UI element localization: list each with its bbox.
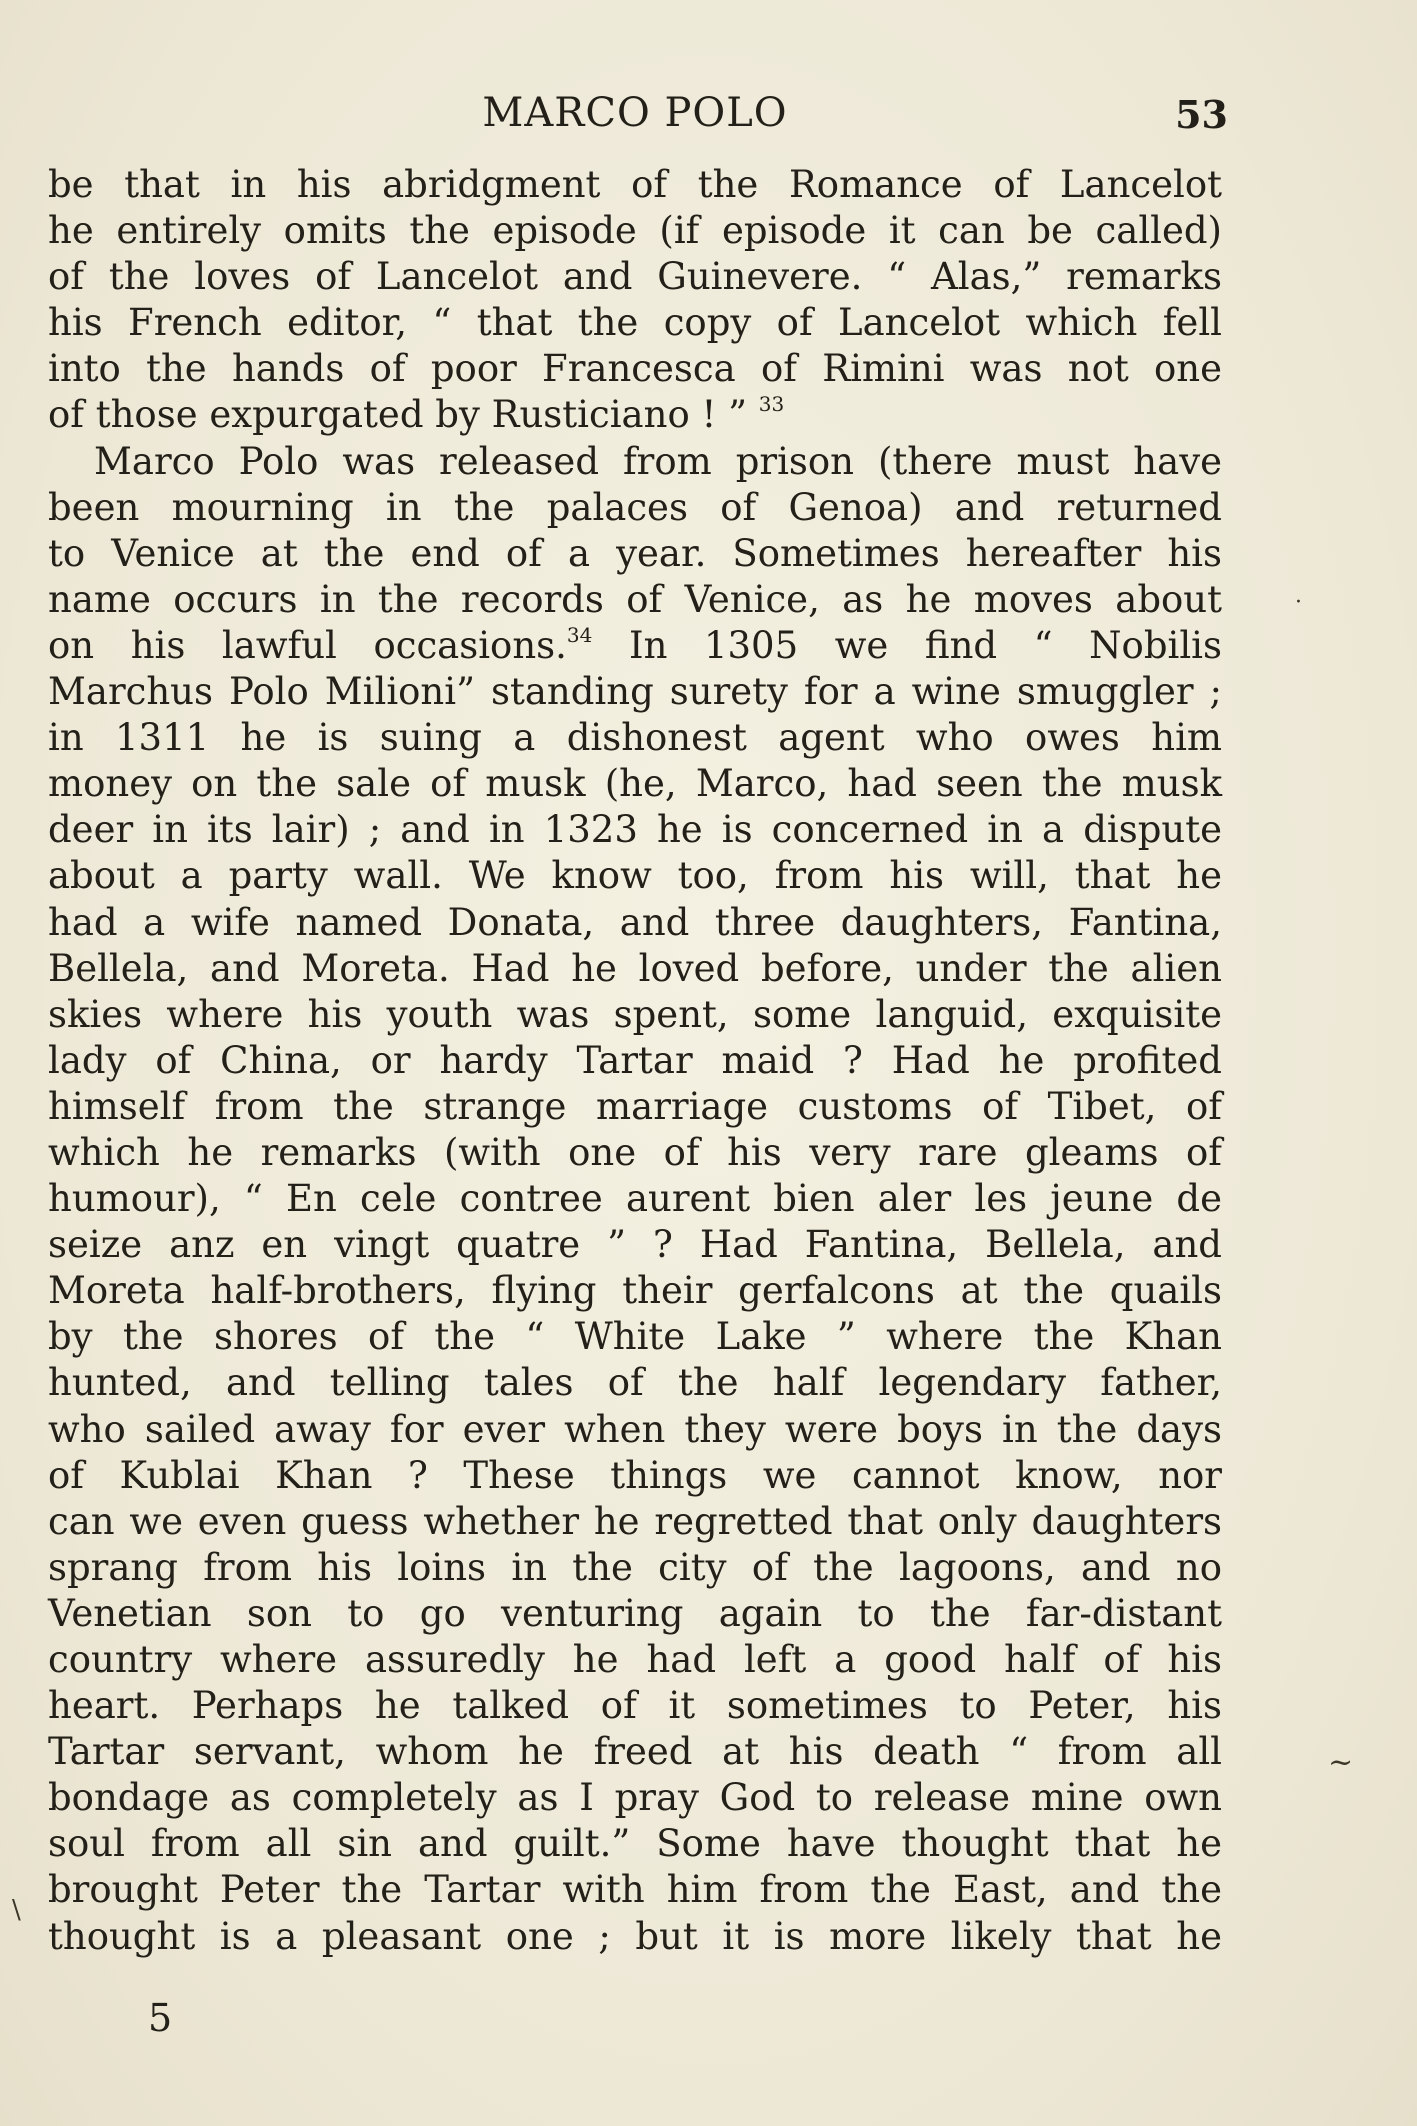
text-line: in 1311 he is suing a dishonest agent who owes him [48, 716, 1222, 760]
text-line: of the loves of Lancelot and Guinevere. “ Alas,” remarks [48, 255, 1222, 299]
margin-tick-mark: \ [12, 1895, 21, 1925]
text-line: been mourning in the palaces of Genoa) and returned [48, 485, 1222, 529]
text-line: Marchus Polo Milioni” standing surety for a wine smuggler ; [48, 670, 1222, 714]
text-line: soul from all sin and guilt.” Some have thought that he [48, 1822, 1222, 1866]
text-line: himself from the strange marriage customs of Tibet, of [48, 1084, 1222, 1128]
text-line-content: on his lawful occasions. [48, 623, 567, 667]
text-line: to Venice at the end of a year. Sometimes hereafter his [48, 531, 1222, 575]
text-line: sprang from his loins in the city of the lagoons, and no [48, 1545, 1222, 1589]
text-line: money on the sale of musk (he, Marco, had seen the musk [48, 762, 1222, 806]
body-text [48, 162, 1222, 1960]
text-line: humour), “ En cele contree aurent bien aler les jeune de [48, 1177, 1222, 1221]
text-line: name occurs in the records of Venice, as he moves about [48, 577, 1222, 621]
margin-dot-mark: · [1295, 590, 1302, 615]
text-line: which he remarks (with one of his very rare gleams of [48, 1130, 1222, 1174]
text-line: country where assuredly he had left a good half of his [48, 1638, 1222, 1681]
text-line: into the hands of poor Francesca of Rimini was not one [48, 347, 1222, 391]
text-line: hunted, and telling tales of the half legendary father, [48, 1361, 1222, 1405]
text-line: who sailed away for ever when they were boys in the days [48, 1407, 1222, 1451]
text-line: Moreta half-brothers, flying their gerfalcons at the quails [48, 1269, 1222, 1313]
text-line [48, 392, 1222, 438]
margin-dash-mark: ~ [1328, 1745, 1354, 1780]
signature-mark: 5 [148, 1996, 173, 2040]
page-number: 53 [1175, 92, 1228, 137]
text-line: Venetian son to go venturing again to the far-distant [48, 1591, 1222, 1635]
text-line: Tartar servant, whom he freed at his death “ from all [48, 1730, 1222, 1774]
text-line: heart. Perhaps he talked of it sometimes to Peter, his [48, 1684, 1222, 1728]
text-line-content: of those expurgated by Rusticiano ! ” [48, 393, 748, 437]
text-line: by the shores of the “ White Lake ” where the Khan [48, 1315, 1222, 1359]
text-line: Bellela, and Moreta. Had he loved before, under the alien [48, 946, 1222, 990]
text-line-tail: In 1305 we find “ Nobilis [592, 623, 1222, 667]
running-title: MARCO POLO [482, 90, 788, 136]
text-line: had a wife named Donata, and three daughters, Fantina, [48, 900, 1222, 944]
text-line: about a party wall. We know too, from his will, that he [48, 854, 1222, 898]
text-line: thought is a pleasant one ; but it is more likely that he [48, 1914, 1222, 1958]
text-line: seize anz en vingt quatre ” ? Had Fantina, Bellela, and [48, 1223, 1222, 1267]
text-line: brought Peter the Tartar with him from the East, and the [48, 1868, 1222, 1912]
footnote-ref: 34 [566, 622, 593, 647]
text-line: Marco Polo was released from prison (there must have [94, 439, 1222, 483]
text-line: he entirely omits the episode (if episode it can be called) [48, 209, 1222, 253]
text-line: his French editor, “ that the copy of Lancelot which fell [48, 301, 1222, 345]
text-line: skies where his youth was spent, some languid, exquisite [48, 992, 1222, 1036]
text-line: deer in its lair) ; and in 1323 he is concerned in a dispute [48, 808, 1222, 852]
text-line: of Kublai Khan ? These things we cannot know, nor [48, 1453, 1222, 1497]
footnote-ref: 33 [758, 392, 785, 417]
text-line: bondage as completely as I pray God to release mine own [48, 1776, 1222, 1820]
text-line: lady of China, or hardy Tartar maid ? Had he profited [48, 1038, 1222, 1082]
running-header [48, 88, 1228, 138]
text-line: be that in his abridgment of the Romance of Lancelot [48, 163, 1222, 206]
text-line: can we even guess whether he regretted that only daughters [48, 1499, 1222, 1543]
text-line [48, 623, 1222, 669]
